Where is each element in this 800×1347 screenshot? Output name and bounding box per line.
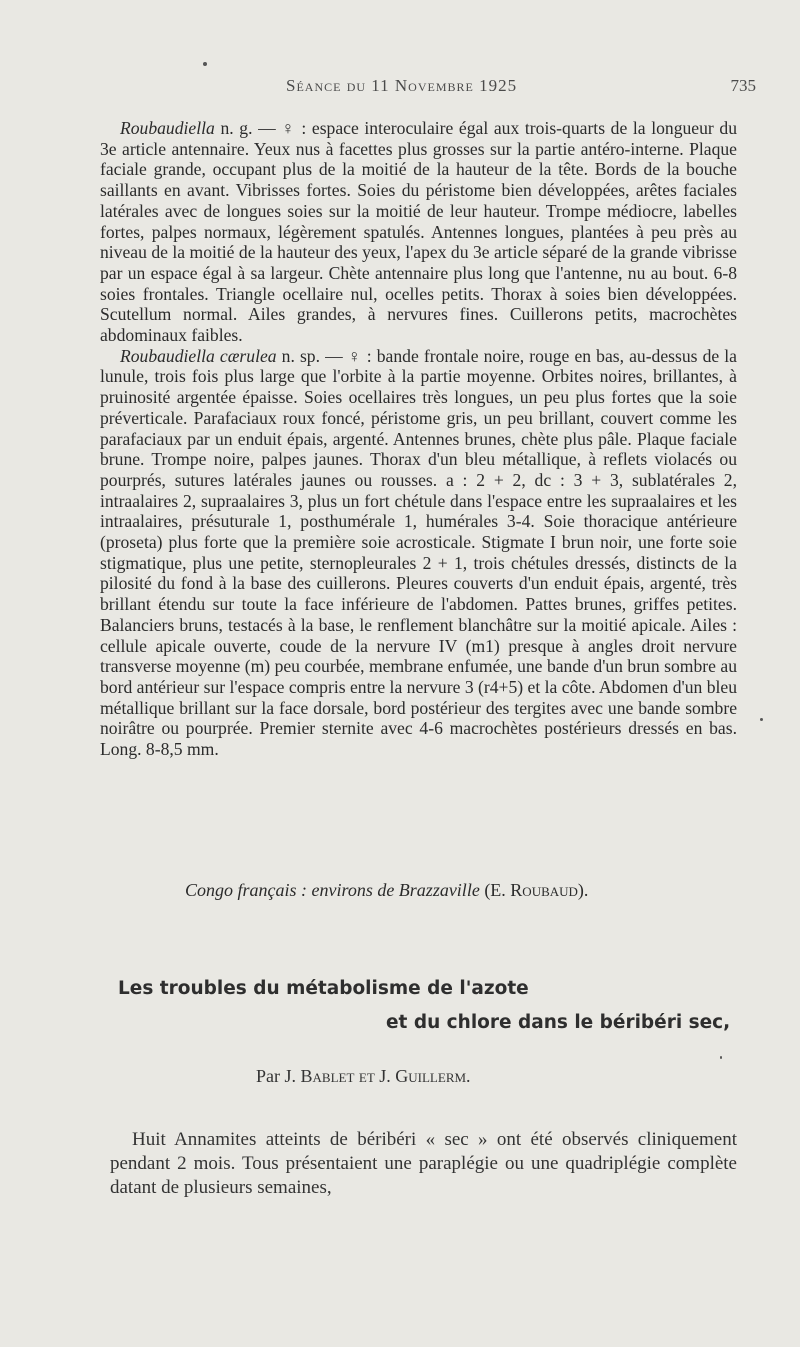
article-title-line2: et du chlore dans le béribéri sec, [386,1012,731,1033]
locality-line [185,880,745,901]
species-description [100,118,737,760]
species-name: Roubaudiella cærulea [120,345,277,366]
article-intro [110,1128,737,1200]
byline-authors: J. Bablet et J. Guillerm. [284,1066,471,1086]
byline [256,1066,471,1087]
locality-collector: (E. Roubaud). [484,880,589,900]
genus-name: Roubaudiella [120,118,215,138]
species-paragraph [100,346,737,760]
genus-paragraph [100,118,737,346]
running-head-title: Séance du 11 Novembre 1925 [286,76,518,95]
speck [203,62,207,66]
locality-place: Congo français : environs de Brazzaville [185,880,480,900]
speck [760,718,763,721]
speck [720,1056,722,1059]
genus-description: n. g. — ♀ : espace interoculaire égal aux trois-quarts de la longueur du 3e article antennaire. Yeux nus à facettes plus grosses sur la partie antéro-interne. Plaque faciale grande, occupant plus de la moitié de la hauteur de la tête. Bords de la bouche saillants en avant. Vibrisses fortes. Soies du péristome bien développées, arêtes faciales latérales avec de longues soies sur la moitié de leur hauteur. Trompe médiocre, labelles fortes, palpes normaux, légèrement spatulés. Antennes longues, plantées à peu près au niveau de la moitié de la hauteur des yeux, l'apex du 3e article séparé de la grande vibrisse par un espace égal à sa largeur. Chète antennaire plus long que l'antenne, nu au bout. 6-8 soies frontales. Triangle ocellaire nul, ocelles petits. Thorax à soies bien développées. Scutellum normal. Ailes grandes, à nervures fines. Cuillerons petits, macrochètes abdominaux faibles. [100,118,737,346]
page-number: 735 [730,76,756,95]
byline-prefix: Par [256,1066,280,1086]
article-title-line1: Les troubles du métabolisme de l'azote [118,978,529,999]
species-description-text: n. sp. — ♀ : bande frontale noire, rouge en bas, au-dessus de la lunule, trois fois plus large que l'orbite à la partie moyenne. Orbites noires, brillantes, à pruinosité argentée épaisse. Soies ocellaires très longues, un peu plus fortes que la soie préverticale. Parafaciaux roux foncé, péristome gris, un peu brillant, couvert comme les parafaciaux par un enduit épais, argenté. Antennes brunes, chète plus pâle. Plaque faciale brune. Trompe noire, palpes jaunes. Thorax d'un bleu métallique, à reflets violacés ou pourprés, sutures latérales jaunes ou rousses. a : 2 + 2, dc : 3 + 3, sublatérales 2, intraalaires 2, supraalaires 3, plus un fort chétule dans l'espace entre les supraalaires et les intraalaires, présuturale 1, posthumérale 1, humérales 3-4. Soie thoracique antérieure (proseta) plus forte que la première soie acrosticale. Stigmate I brun noir, une forte soie stigmatique, plus une petite, sternopleurales 2 + 1, trois chétules dressés, distincts de la pilosité du fond à la base des cuillerons. Pleures couverts d'un enduit épais, argenté, très brillant étendu sur toute la face inférieure de l'abdomen. Pattes brunes, griffes petites. Balanciers bruns, testacés à la base, le renflement blanchâtre sur la moitié apicale. Ailes : cellule apicale ouverte, coude de la nervure IV (m1) presque à angles droit nervure transverse moyenne (m) peu courbée, membrane enfumée, une bande d'un brun sombre au bord antérieur sur l'espace compris entre la nervure 3 (r4+5) et la côte. Abdomen d'un bleu métallique brillant sur la face dorsale, bord postérieur des tergites avec une bande sombre noirâtre ou pourprée. Premier sternite avec 4-6 macrochètes postérieurs dressés en bas. Long. 8-8,5 mm. [100,345,737,760]
intro-paragraph: Huit Annamites atteints de béribéri « sec » ont été observés cliniquement pendant 2 mois. Tous présentaient une paraplégie ou une quadriplégie complète datant de plusieurs semaines, [110,1129,737,1198]
